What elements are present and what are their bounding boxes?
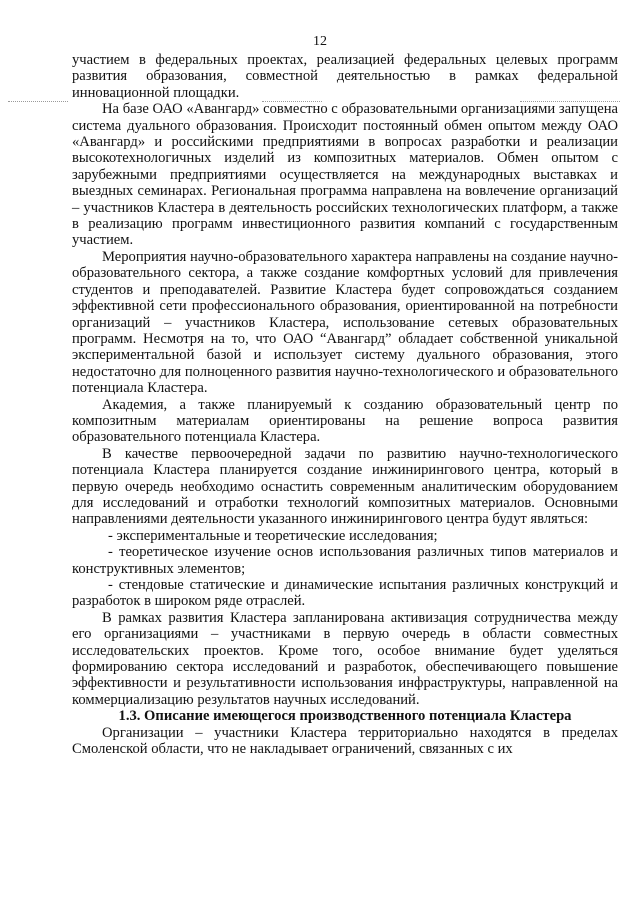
paragraph-academy: Академия, а также планируемый к созданию образовательный центр по композитным материалам ориентированы на решение вопроса развития образовательного потенциала Кластера. bbox=[72, 396, 618, 446]
paragraph-cooperation: В рамках развития Кластера запланирована активизация сотрудничества между его организациями – участниками в первую очередь в области совместных исследовательских проектов. Кроме того, особое внимание будет уделяться формированию сектора исследований и разработок, обеспечивающего повышение эффективности и результативности использования инфраструктуры, направленной на коммерциализацию результатов научных исследований. bbox=[72, 609, 618, 708]
list-item: - экспериментальные и теоретические исследования; bbox=[108, 527, 438, 544]
page-number: 12 bbox=[313, 34, 327, 49]
document-body bbox=[72, 52, 618, 757]
paragraph-organizations: Организации – участники Кластера территориально находятся в пределах Смоленской области, что не накладывает ограничений, связанных с их bbox=[72, 724, 618, 758]
paragraph-continuation: участием в федеральных проектах, реализацией федеральных целевых программ развития образования, совместной деятельностью в рамках федеральной инновационной площадки. bbox=[72, 52, 618, 101]
scan-artifact-left bbox=[8, 101, 68, 103]
paragraph-scientific-education: Мероприятия научно-образовательного характера направлены на создание научно-образовательного сектора, а также создание комфортных условий для привлечения студентов и преподавателей. Развитие Кластера будет сопровождаться созданием эффективной сети профессионального образования, ориентированной на потребности организаций – участников Кластера, использование сетевых образовательных программ. Несмотря на то, что ОАО “Авангард” обладает собственной уникальной экспериментальной базой и использует систему дуального образования, этого недостаточно для полноценного развития научно-технологического и образовательного потенциала Кластера. bbox=[72, 248, 618, 397]
section-heading: 1.3. Описание имеющегося производственного потенциала Кластера bbox=[118, 708, 572, 725]
list-item: - стендовые статические и динамические испытания различных конструкций и разработок в широком ряде отраслей. bbox=[72, 577, 618, 610]
list-item: - теоретическое изучение основ использования различных типов материалов и конструктивных элементов; bbox=[72, 544, 618, 577]
paragraph-engineering-center: В качестве первоочередной задачи по развитию научно-технологического потенциала Кластера планируется создание инжинирингового центра, который в первую очередь необходимо оснастить современным аналитическим оборудованием для исследований и отработки технологий композитных материалов. Основными направлениями деятельности указанного инжинирингового центра будут являться: bbox=[72, 445, 618, 528]
paragraph-dual-education: На базе ОАО «Авангард» совместно с образовательными организациями запущена система дуального образования. Происходит постоянный обмен опытом между ОАО «Авангард» и российскими предприятиями в вопросах разработки и реализации высокотехнологичных изделий из композитных материалов. Обмен опытом с зарубежными предприятиями осуществляется на международных выставках и выездных семинарах. Региональная программа направлена на вовлечение организаций – участников Кластера в деятельность российских технологических платформ, а также в реализацию программ инвестиционного развития компаний с государственным участием. bbox=[72, 101, 618, 249]
